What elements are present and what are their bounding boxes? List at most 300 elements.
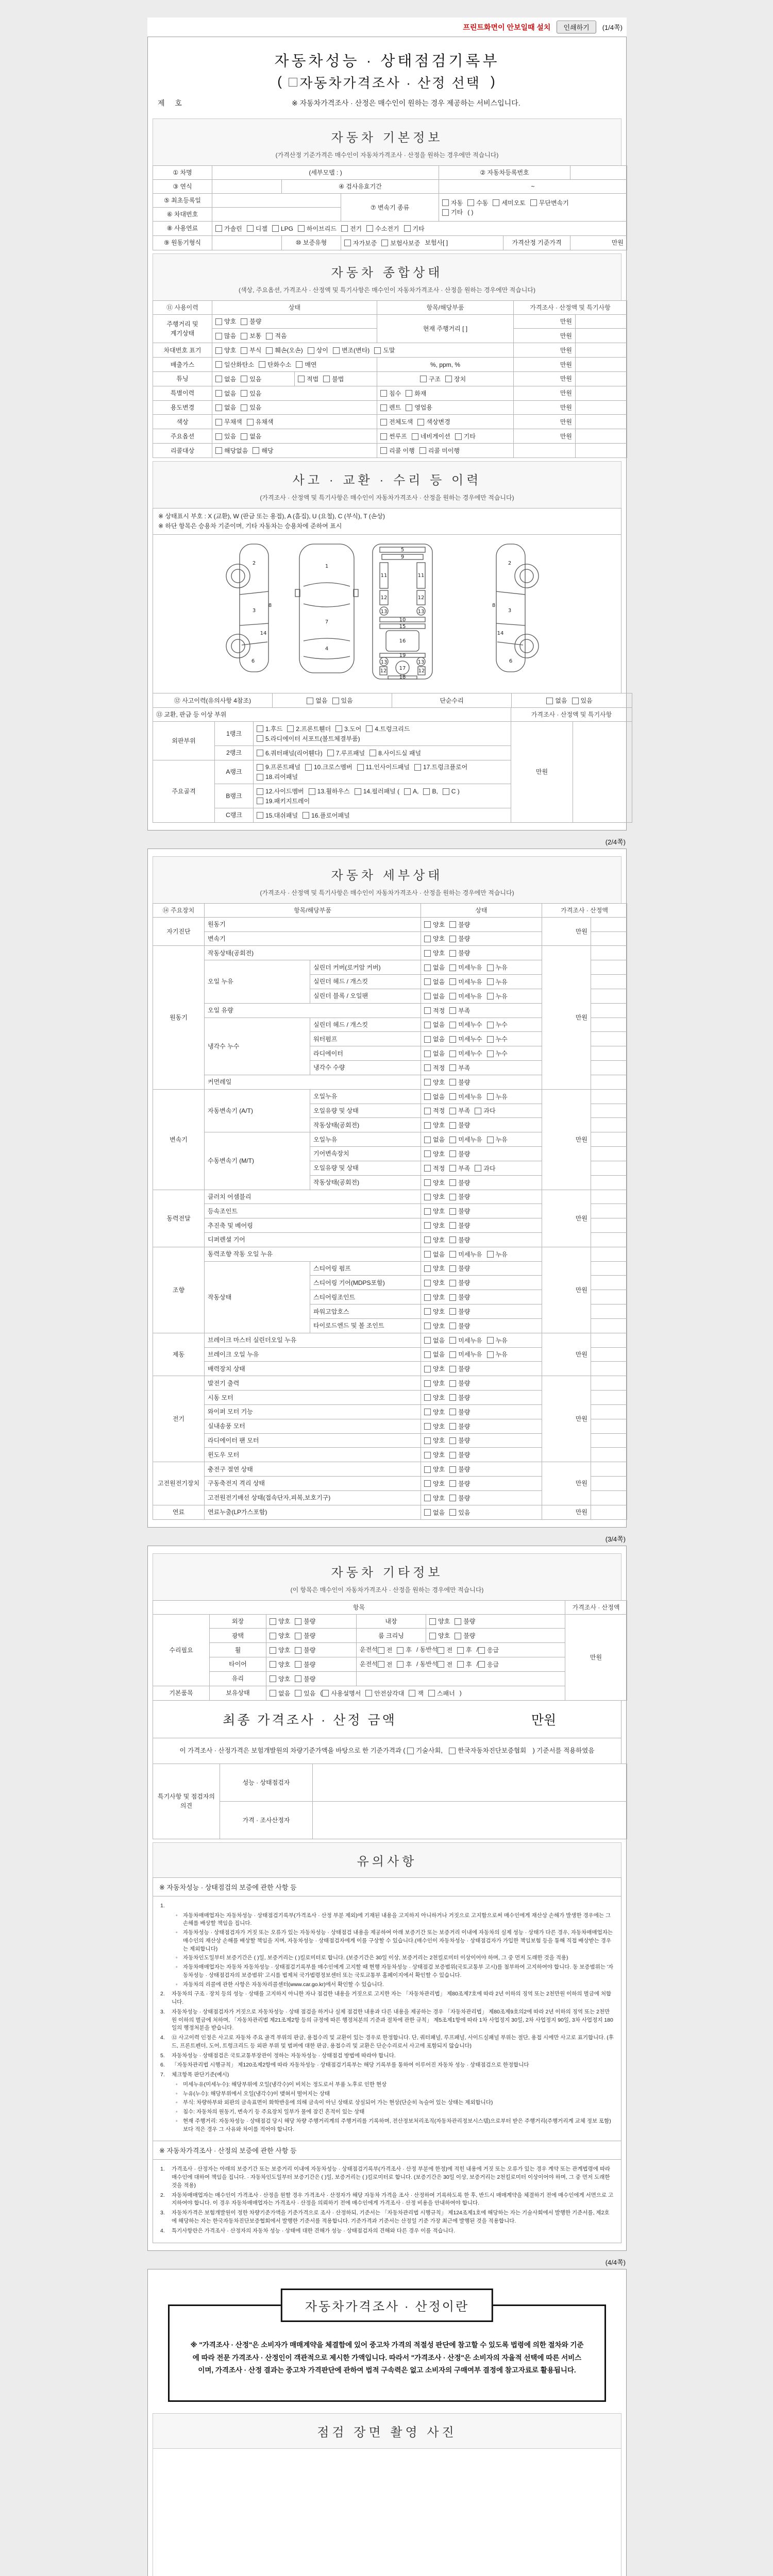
checkbox-icon — [424, 1480, 431, 1487]
checkbox-option — [424, 1121, 445, 1130]
checkbox-icon — [449, 1323, 456, 1329]
checkbox-option — [449, 1494, 470, 1503]
checkbox-icon — [259, 361, 265, 368]
caution-block-body — [153, 1896, 621, 2142]
form-cell — [266, 1686, 565, 1700]
checkbox-label: 양호 — [433, 921, 445, 928]
checkbox-option — [449, 1063, 470, 1073]
form-cell — [254, 745, 511, 760]
form-cell — [266, 1614, 357, 1629]
checkbox-option — [449, 1250, 482, 1259]
checkbox-icon — [397, 1661, 404, 1668]
blank-cell — [591, 946, 627, 960]
checkbox-option — [449, 977, 482, 987]
svg-text:4: 4 — [325, 646, 329, 652]
form-cell: 만원 — [542, 917, 591, 946]
checkbox-option — [546, 696, 567, 705]
svg-text:2: 2 — [252, 561, 256, 567]
checkbox-icon — [247, 419, 254, 426]
checkbox-label: 양호 — [433, 1208, 445, 1215]
checkbox-icon — [406, 390, 412, 397]
checkbox-icon — [546, 698, 553, 704]
checkbox-option — [215, 446, 248, 455]
form-cell: 스티어링 기어(MDPS포함) — [310, 1276, 421, 1290]
checkbox-label: 없음 — [433, 1351, 445, 1359]
form-cell — [421, 917, 542, 931]
checkbox-label: 양호 — [438, 1618, 450, 1625]
checkbox-label: 수소전기 — [375, 225, 399, 232]
checkbox-icon — [397, 1647, 404, 1654]
checkbox-icon — [449, 1137, 456, 1143]
checkbox-icon — [424, 1280, 431, 1286]
blank-cell — [591, 1032, 627, 1046]
checkbox-icon — [333, 347, 340, 354]
form-cell — [266, 1657, 357, 1672]
checkbox-icon — [303, 812, 309, 819]
checkbox-icon — [295, 1618, 301, 1625]
checkbox-icon — [449, 921, 456, 928]
checkbox-icon — [424, 1294, 431, 1301]
checkbox-label: 15.대쉬패널 — [265, 811, 298, 819]
caution-item-number: 4. — [160, 2227, 165, 2234]
form-cell — [212, 329, 377, 343]
checkbox-label: 있음 — [249, 375, 262, 383]
checkbox-option — [429, 1617, 450, 1626]
basic-info-table — [153, 165, 627, 250]
checkbox-label: 없음 — [433, 978, 445, 986]
form-cell: ⑭ 주요장치 — [153, 903, 205, 917]
checkbox-label: 불량 — [463, 1632, 476, 1640]
checkbox-label: 누유 — [495, 964, 508, 972]
checkbox-icon — [378, 1661, 384, 1668]
form-cell — [254, 760, 511, 784]
svg-text:17: 17 — [399, 666, 406, 672]
svg-text:9: 9 — [400, 554, 405, 561]
blank-cell — [591, 1161, 627, 1175]
form-cell — [421, 1075, 542, 1089]
print-button[interactable]: 인쇄하기 — [557, 21, 596, 33]
form-cell — [357, 1657, 565, 1672]
checkbox-icon — [296, 361, 303, 368]
checkbox-option — [424, 1092, 445, 1101]
form-cell: 룸 크리닝 — [357, 1629, 426, 1643]
checkbox-icon — [449, 1050, 456, 1057]
checkbox-option — [257, 749, 323, 758]
checkbox-option — [215, 360, 254, 369]
checkbox-icon — [257, 764, 263, 771]
caution-notes-mount — [153, 1877, 621, 2244]
checkbox-label: 수동 — [476, 199, 489, 207]
form-cell: 변속기 — [153, 1089, 205, 1190]
caution-bullet — [176, 2090, 614, 2098]
form-cell — [421, 1175, 542, 1190]
checkbox-option — [487, 1250, 508, 1259]
caution-item — [160, 2071, 614, 2079]
form-cell: 만원 — [514, 429, 576, 444]
checkbox-icon — [428, 1690, 435, 1697]
checkbox-label: 있음 — [224, 433, 237, 440]
form-cell: 만원 — [542, 1462, 591, 1505]
checkbox-label: 불량 — [458, 1408, 470, 1416]
checkbox-icon — [424, 950, 431, 957]
form-cell — [212, 343, 514, 358]
section-subtitle: (가격산정 기준가격은 매수인이 자동차가격조사 · 산정을 원하는 경우에만 적습니다) — [275, 151, 499, 159]
blank-cell — [576, 371, 627, 386]
checkbox-option — [424, 1192, 445, 1201]
price-judge-paragraph: ※ "가격조사 · 산정"은 소비자가 매매계약을 체결함에 있어 중고차 가격의 적절성 판단에 참고할 수 있도록 법령에 의한 절차와 기준에 따라 전문 가격조사 · 산정인이 객관적으로 제시한 가액입니다. 따라서 "가격조사 · 산정"은 소비자의 자율적 선택에 따른 서비스이며, 가격조사 · 산정 결과는 중고차 가격판단에 관하여 법적 구속력은 없고 소비자의 구매여부 결정에 참고자료로 활용됩니다. — [190, 2341, 584, 2374]
form-cell: B랭크 — [215, 784, 254, 808]
checkbox-label: 가솔린 — [224, 225, 242, 232]
svg-text:15: 15 — [399, 624, 406, 630]
checkbox-icon — [449, 1452, 456, 1459]
form-cell — [421, 975, 542, 989]
checkbox-label: 불량 — [458, 1122, 470, 1129]
checkbox-label: 양호 — [278, 1632, 291, 1640]
checkbox-icon — [417, 419, 424, 426]
form-cell — [421, 1505, 542, 1519]
checkbox-label: 미세누유 — [458, 1336, 482, 1344]
blank-cell — [591, 1347, 627, 1362]
bullet-icon: ◦ — [176, 2099, 178, 2106]
form-cell: 외판부위 — [153, 722, 215, 760]
form-cell: 윈도우 모터 — [205, 1448, 421, 1462]
checkbox-label: 누유 — [495, 1250, 508, 1258]
checkbox-label: 5.라디에이터 서포트(볼트체결부품) — [265, 735, 360, 742]
checkbox-label: 후 — [406, 1660, 412, 1668]
document-number-row — [153, 96, 621, 115]
blank-cell — [591, 1318, 627, 1333]
form-cell — [421, 1147, 542, 1161]
checkbox-label: 응급 — [486, 1647, 499, 1654]
checkbox-option — [455, 432, 476, 441]
checkbox-label: 양호 — [433, 1451, 445, 1459]
checkbox-label: 적정 — [433, 1164, 445, 1172]
checkbox-label: 불량 — [458, 935, 470, 943]
checkbox-option — [270, 1689, 290, 1698]
caution-item-text: 특기사항란은 가격조사 · 산정자의 자동차 성능 · 상태에 대한 견해가 성능 · 상태점검자의 견해와 다른 경우 이를 적습니다. — [172, 2227, 455, 2234]
form-cell — [377, 429, 514, 444]
form-cell: 항목 — [153, 1600, 565, 1614]
form-cell: 오일유량 및 상태 — [310, 1161, 421, 1175]
checkbox-option — [270, 1646, 290, 1655]
checkbox-option — [417, 417, 450, 427]
checkbox-option — [247, 417, 274, 427]
checkbox-label: 불량 — [463, 1618, 476, 1625]
form-cell — [377, 386, 514, 400]
caution-item-text: ⑫ 사고이력 인정은 사고로 자동차 주요 골격 부위의 판금, 용접수리 및 교환이 있는 경우로 한정합니다. 단, 쿼터패널, 루프패널, 사이드실패널 부위는 절단, 용접 시에만 사고로 표기합니다. (후드, 프론트펜더, 도어, 트렁크리드 등 외판 부위 및 범퍼에 대한 판금, 용접수리 및 교환은 단순수리로서 사고에 포함되지 않습니다) — [172, 2035, 614, 2049]
section-detail-header — [153, 856, 621, 904]
checkbox-label: 없음 — [433, 1021, 445, 1029]
checkbox-icon — [253, 447, 259, 454]
checkbox-option — [424, 1307, 445, 1316]
checkbox-option — [438, 1660, 452, 1669]
checkbox-option — [270, 1660, 290, 1669]
blank-cell — [576, 343, 627, 358]
form-cell: 만원 — [570, 235, 627, 250]
checkbox-option — [309, 787, 350, 796]
checkbox-option — [424, 1422, 445, 1431]
form-cell: 라디에이터 — [310, 1046, 421, 1061]
form-cell: 광택 — [210, 1629, 266, 1643]
form-cell — [421, 1061, 542, 1075]
install-notice-link[interactable]: 프린트화면이 안보일때 설치 — [463, 23, 551, 31]
svg-text:12: 12 — [380, 595, 388, 601]
form-cell — [254, 722, 511, 746]
checkbox-label: 자동차가격조사 · 산정 선택 — [299, 75, 481, 91]
checkbox-label: 불량 — [249, 318, 262, 326]
checkbox-icon — [478, 1647, 485, 1654]
checkbox-label: 12.사이드멤버 — [265, 788, 304, 795]
checkbox-icon — [449, 1509, 456, 1516]
checkbox-option — [442, 198, 463, 208]
form-cell — [273, 693, 392, 708]
form-cell: 오일유량 및 상태 — [310, 1104, 421, 1118]
checkbox-icon — [380, 404, 387, 411]
caution-block-heading: ※ 자동차성능 · 상태점검의 보증에 관한 사항 등 — [153, 1877, 621, 1896]
checkbox-label: 없음 — [433, 1509, 445, 1516]
svg-text:3: 3 — [252, 608, 256, 614]
checkbox-label: C ) — [451, 788, 460, 795]
form-cell — [421, 1448, 542, 1462]
checkbox-icon — [215, 390, 222, 397]
checkbox-icon — [295, 1675, 301, 1682]
checkbox-icon — [449, 1251, 456, 1258]
checkbox-option — [378, 1646, 393, 1655]
svg-text:6: 6 — [251, 658, 255, 665]
checkbox-label: 불량 — [458, 1480, 470, 1487]
checkbox-icon — [530, 199, 537, 206]
checkbox-option — [424, 920, 445, 929]
checkbox-option — [457, 1646, 472, 1655]
checkbox-option — [449, 1020, 482, 1029]
svg-text:14: 14 — [260, 631, 267, 637]
checkbox-label: 양호 — [433, 1365, 445, 1373]
form-cell: 파워고압호스 — [310, 1304, 421, 1319]
cell-text: 운전석 — [360, 1646, 378, 1654]
checkbox-option — [424, 1408, 445, 1417]
status-code-notes — [153, 508, 621, 535]
checkbox-option — [257, 787, 304, 796]
checkbox-label: 탄화수소 — [267, 361, 292, 368]
checkbox-icon — [487, 1251, 494, 1258]
checkbox-icon — [215, 318, 222, 325]
form-cell: 만원 — [514, 343, 576, 358]
form-cell — [421, 1419, 542, 1433]
checkbox-label: 해당 — [261, 447, 274, 454]
checkbox-label: 양호 — [278, 1675, 291, 1683]
checkbox-icon — [215, 333, 222, 340]
checkbox-label: 양호 — [278, 1618, 291, 1625]
form-cell: 디퍼렌셜 기어 — [205, 1232, 421, 1247]
section-title: 자동차 세부상태 — [331, 868, 443, 883]
form-cell: 클러치 어셈블리 — [205, 1190, 421, 1204]
checkbox-option — [449, 1350, 482, 1359]
blank-cell — [591, 1061, 627, 1075]
caution-item-text: 가격조사 · 산정자는 아래의 보증기간 또는 보증거리 이내에 자동차성능 · 상태점검기록부(가격조사 · 산정 부분에 한정)에 적힌 내용에 거짓 또는 오류가 있는 경우 계약 또는 관계법령에 따라 매수인에 대하여 책임을 집니다. · 자동차인도일부터 보증기간은 ( )일, 보증거리는 ( )킬로미터로 합니다. (보증기간은 30일 이상, 보증거리는 2천킬로미터 이상이어야 하며, 그 중 먼저 도래한 것을 적용) — [172, 2166, 611, 2189]
form-cell: A랭크 — [215, 760, 254, 784]
checkbox-icon — [449, 1122, 456, 1129]
checkbox-label: 안전삼각대 — [374, 1689, 405, 1697]
checkbox-icon — [449, 1394, 456, 1401]
blank-cell — [591, 1147, 627, 1161]
form-cell: 리콜대상 — [153, 444, 212, 458]
checkbox-option — [438, 1646, 452, 1655]
checkbox-option — [449, 1336, 482, 1345]
form-cell: 등속조인트 — [205, 1204, 421, 1218]
checkbox-icon — [424, 1208, 431, 1215]
checkbox-option — [298, 224, 337, 233]
form-cell: 주요골격 — [153, 760, 215, 822]
form-cell — [421, 1118, 542, 1132]
checkbox-icon — [449, 1179, 456, 1186]
form-cell: 오일 누유 — [205, 960, 310, 1003]
checkbox-icon — [424, 1366, 431, 1372]
bullet-icon: ◦ — [176, 1912, 178, 1919]
checkbox-label: 네비게이션 — [420, 433, 450, 440]
checkbox-label: 미세누수 — [458, 1050, 482, 1058]
checkbox-icon — [380, 433, 387, 440]
checkbox-option — [266, 346, 303, 355]
document-subtitle — [153, 71, 621, 96]
checkbox-option — [295, 1660, 315, 1669]
checkbox-label: 4.트렁크리드 — [375, 725, 410, 733]
basic-info-table-mount — [153, 165, 624, 250]
checkbox-option — [424, 1264, 445, 1273]
checkbox-icon — [424, 1194, 431, 1200]
checkbox-option — [424, 1321, 445, 1331]
form-cell — [212, 386, 377, 400]
form-cell: 단순수리 — [392, 693, 512, 708]
checkbox-icon — [424, 921, 431, 928]
form-cell: 오일누유 — [310, 1089, 421, 1104]
checkbox-label: 적음 — [275, 332, 287, 340]
checkbox-icon — [467, 199, 474, 206]
checkbox-option — [424, 1494, 445, 1503]
checkbox-label: 있음 — [304, 1689, 316, 1697]
svg-text:6: 6 — [509, 658, 513, 665]
form-cell: 고전원전기장치 — [153, 1462, 205, 1505]
checkbox-icon — [424, 1236, 431, 1243]
caution-item-number: 2. — [160, 1991, 165, 1997]
checkbox-icon — [266, 333, 273, 340]
blank-cell — [576, 329, 627, 343]
checkbox-icon — [438, 1647, 444, 1654]
checkbox-option — [487, 1336, 508, 1345]
checkbox-label: 불량 — [458, 1422, 470, 1430]
checkbox-option — [412, 432, 450, 441]
blank-cell — [212, 180, 282, 194]
cell-text: ) — [459, 1689, 462, 1697]
status-code-note-line: ※ 하단 항목은 승용차 기준이며, 기타 자동차는 승용차에 준하여 표시 — [158, 522, 342, 530]
checkbox-icon — [449, 1064, 456, 1071]
checkbox-icon — [332, 698, 339, 704]
checkbox-icon — [257, 798, 263, 804]
checkbox-label: 없음 — [249, 433, 262, 440]
checkbox-icon — [449, 1208, 456, 1215]
checkbox-icon — [455, 1633, 461, 1639]
form-cell — [212, 400, 377, 415]
form-cell — [266, 1629, 357, 1643]
checkbox-option — [424, 1078, 445, 1087]
checkbox-icon — [409, 1690, 415, 1697]
svg-text:13: 13 — [417, 609, 425, 615]
checkbox-icon — [380, 390, 387, 397]
checkbox-option — [397, 1660, 412, 1669]
checkbox-option — [303, 811, 350, 820]
checkbox-icon — [305, 764, 312, 771]
form-cell: 작동상태(공회전) — [310, 1118, 421, 1132]
caution-item — [160, 2209, 614, 2226]
bullet-icon: ◦ — [176, 2081, 178, 2088]
checkbox-option — [449, 992, 482, 1001]
checkbox-option — [215, 375, 236, 384]
caution-bullet-text: 자동차의 리콜에 관한 사항은 자동차리콜센터(www.car.go.kr)에서 확인할 수 있습니다. — [183, 1981, 384, 1988]
form-cell: ⑥ 차대번호 — [153, 208, 212, 222]
checkbox-icon — [487, 1137, 494, 1143]
form-cell — [377, 444, 514, 458]
caution-bullet — [176, 1912, 614, 1928]
form-cell — [421, 1318, 542, 1333]
checkbox-option — [424, 963, 445, 972]
checkbox-icon — [247, 225, 254, 232]
checkbox-label: 없음 — [433, 1336, 445, 1344]
checkbox-icon — [272, 225, 279, 232]
form-cell — [421, 1290, 542, 1304]
checkbox-label: 자동 — [451, 199, 463, 207]
car-diagram-box — [153, 534, 621, 693]
checkbox-label: 미세누유 — [458, 978, 482, 986]
price-basis-row — [153, 1738, 621, 1764]
checkbox-icon — [449, 1108, 456, 1114]
svg-text:11: 11 — [417, 573, 425, 579]
checkbox-icon — [424, 1122, 431, 1129]
checkbox-label: 적정 — [433, 1107, 445, 1115]
checkbox-icon — [424, 1007, 431, 1014]
checkbox-icon — [378, 1647, 384, 1654]
svg-text:8: 8 — [268, 603, 272, 609]
form-cell: 와이퍼 모터 기능 — [205, 1404, 421, 1419]
checkbox-icon — [323, 376, 330, 382]
basis-text: ) 기준서를 적용하였음 — [532, 1747, 595, 1754]
section-caution-header — [153, 1842, 621, 1878]
checkbox-icon — [307, 698, 313, 704]
checkbox-option — [449, 1235, 470, 1245]
form-cell — [212, 415, 377, 429]
checkbox-option — [449, 1264, 470, 1273]
checkbox-icon — [457, 1661, 464, 1668]
checkbox-label: 부식 — [249, 347, 262, 354]
checkbox-icon — [424, 1108, 431, 1114]
checkbox-icon — [449, 1480, 456, 1487]
blank-cell — [591, 1376, 627, 1391]
form-cell: 만원 — [542, 1376, 591, 1462]
checkbox-label: 불량 — [304, 1618, 316, 1625]
section-photo-header — [153, 2413, 621, 2449]
checkbox-option — [307, 696, 327, 705]
checkbox-icon — [289, 78, 297, 87]
checkbox-icon — [449, 1351, 456, 1358]
checkbox-icon — [449, 1280, 456, 1286]
checkbox-icon — [424, 936, 431, 942]
checkbox-icon — [404, 225, 411, 232]
checkbox-option — [241, 403, 261, 412]
checkbox-icon — [487, 1036, 494, 1043]
checkbox-icon — [449, 936, 456, 942]
svg-text:12: 12 — [380, 668, 387, 674]
blank-cell — [576, 444, 627, 458]
checkbox-icon — [241, 376, 247, 382]
form-cell: %, ppm, % — [377, 358, 514, 372]
